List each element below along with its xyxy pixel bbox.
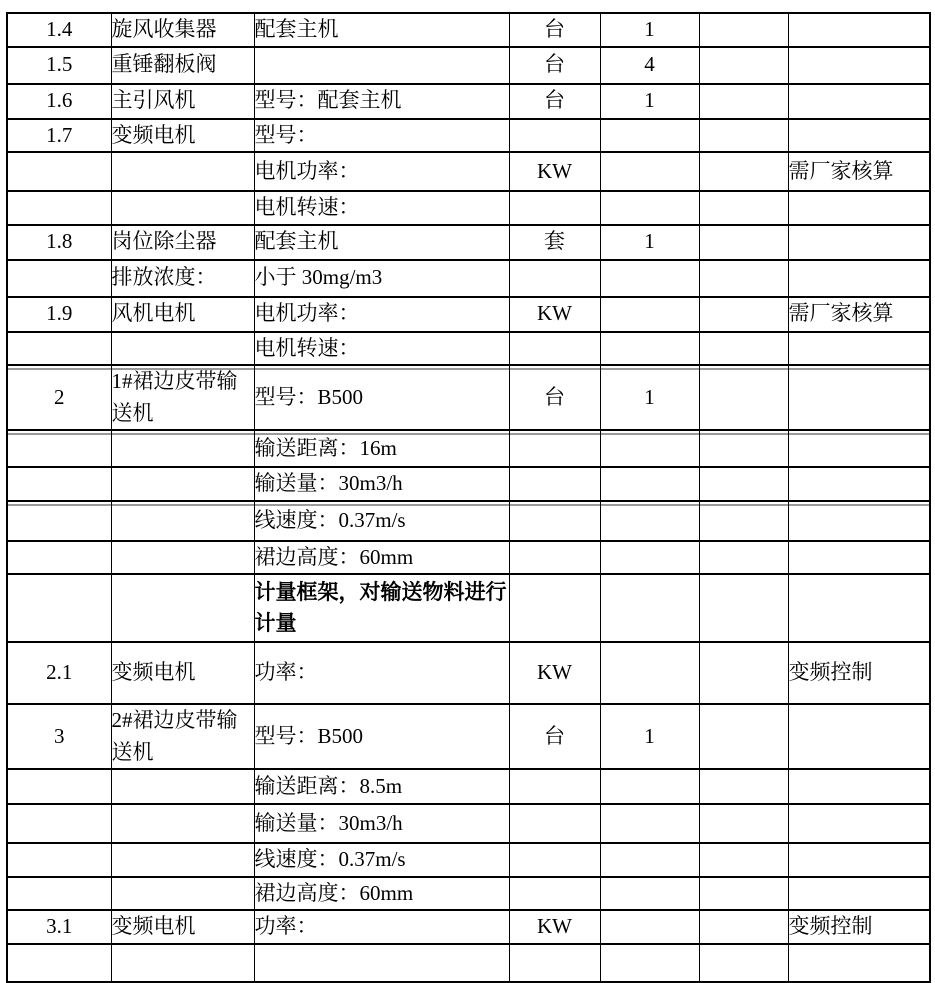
cell-name <box>111 877 254 911</box>
table-row <box>7 877 930 911</box>
cell-extra <box>699 260 788 297</box>
cell-spec: 裙边高度：60mm <box>254 877 509 911</box>
cell-index <box>7 541 111 575</box>
cell-extra <box>699 119 788 153</box>
cell-index <box>7 769 111 804</box>
cell-qty <box>600 332 699 366</box>
cell-spec: 线速度：0.37m/s <box>254 501 509 541</box>
cell-spec: 功率： <box>254 910 509 944</box>
cell-extra <box>699 574 788 642</box>
cell-name: 排放浓度： <box>111 260 254 297</box>
table-row <box>7 642 930 704</box>
cell-name <box>111 574 254 642</box>
cell-remark <box>788 541 930 575</box>
cell-extra <box>699 13 788 47</box>
cell-spec <box>254 47 509 84</box>
cell-spec: 型号：B500 <box>254 704 509 769</box>
cell-unit: 台 <box>509 704 600 769</box>
cell-index <box>7 944 111 982</box>
cell-remark: 需厂家核算 <box>788 152 930 191</box>
cell-spec: 配套主机 <box>254 13 509 47</box>
cell-spec <box>254 944 509 982</box>
cell-remark <box>788 843 930 877</box>
cell-unit <box>509 944 600 982</box>
table-row <box>7 47 930 84</box>
cell-index: 1.5 <box>7 47 111 84</box>
cell-unit <box>509 332 600 366</box>
table-row <box>7 13 930 47</box>
cell-qty <box>600 642 699 704</box>
cell-index <box>7 191 111 225</box>
cell-name: 风机电机 <box>111 297 254 332</box>
cell-qty <box>600 769 699 804</box>
table-row <box>7 574 930 642</box>
cell-name: 2#裙边皮带输送机 <box>111 704 254 769</box>
cell-spec: 输送量：30m3/h <box>254 467 509 501</box>
cell-extra <box>699 642 788 704</box>
cell-unit: 台 <box>509 13 600 47</box>
cell-qty: 1 <box>600 84 699 119</box>
cell-spec: 电机功率： <box>254 297 509 332</box>
cell-unit: KW <box>509 910 600 944</box>
cell-spec: 线速度：0.37m/s <box>254 843 509 877</box>
cell-remark <box>788 260 930 297</box>
table-row <box>7 541 930 575</box>
cell-qty: 1 <box>600 13 699 47</box>
cell-name <box>111 843 254 877</box>
cell-extra <box>699 365 788 430</box>
cell-remark <box>788 877 930 911</box>
table-row <box>7 84 930 119</box>
cell-remark <box>788 84 930 119</box>
cell-extra <box>699 191 788 225</box>
cell-spec: 电机转速： <box>254 332 509 366</box>
cell-unit: KW <box>509 152 600 191</box>
cell-extra <box>699 804 788 843</box>
cell-remark <box>788 225 930 260</box>
cell-extra <box>699 297 788 332</box>
cell-extra <box>699 704 788 769</box>
cell-qty <box>600 877 699 911</box>
cell-index <box>7 467 111 501</box>
cell-extra <box>699 843 788 877</box>
cell-index: 2 <box>7 365 111 430</box>
cell-name: 变频电机 <box>111 642 254 704</box>
cell-extra <box>699 877 788 911</box>
cell-spec: 输送距离：8.5m <box>254 769 509 804</box>
cell-qty: 4 <box>600 47 699 84</box>
table-row <box>7 704 930 769</box>
cell-remark <box>788 944 930 982</box>
cell-unit <box>509 430 600 467</box>
cell-remark <box>788 804 930 843</box>
table-row <box>7 260 930 297</box>
cell-qty <box>600 541 699 575</box>
cell-spec: 电机功率： <box>254 152 509 191</box>
cell-extra <box>699 501 788 541</box>
cell-index: 1.8 <box>7 225 111 260</box>
cell-qty <box>600 152 699 191</box>
cell-unit <box>509 843 600 877</box>
cell-index <box>7 430 111 467</box>
cell-remark <box>788 119 930 153</box>
cell-unit <box>509 260 600 297</box>
cell-unit <box>509 877 600 911</box>
cell-unit <box>509 574 600 642</box>
cell-spec: 型号：配套主机 <box>254 84 509 119</box>
cell-qty <box>600 119 699 153</box>
cell-unit: 套 <box>509 225 600 260</box>
cell-index: 1.7 <box>7 119 111 153</box>
equipment-table-body <box>7 13 930 982</box>
cell-name <box>111 152 254 191</box>
table-row <box>7 769 930 804</box>
cell-name <box>111 804 254 843</box>
cell-extra <box>699 430 788 467</box>
equipment-table <box>6 12 931 983</box>
cell-qty <box>600 501 699 541</box>
cell-name: 旋风收集器 <box>111 13 254 47</box>
cell-extra <box>699 332 788 366</box>
cell-remark: 需厂家核算 <box>788 297 930 332</box>
cell-unit <box>509 769 600 804</box>
cell-spec: 配套主机 <box>254 225 509 260</box>
cell-unit: 台 <box>509 84 600 119</box>
cell-unit <box>509 501 600 541</box>
cell-name <box>111 944 254 982</box>
cell-index <box>7 877 111 911</box>
cell-qty: 1 <box>600 365 699 430</box>
cell-extra <box>699 541 788 575</box>
table-row <box>7 119 930 153</box>
table-row <box>7 843 930 877</box>
cell-qty <box>600 430 699 467</box>
cell-spec: 输送距离：16m <box>254 430 509 467</box>
cell-extra <box>699 769 788 804</box>
cell-name <box>111 467 254 501</box>
cell-qty <box>600 260 699 297</box>
cell-remark <box>788 332 930 366</box>
cell-qty <box>600 297 699 332</box>
cell-spec: 裙边高度：60mm <box>254 541 509 575</box>
cell-index <box>7 501 111 541</box>
table-row <box>7 225 930 260</box>
cell-qty <box>600 910 699 944</box>
cell-qty <box>600 191 699 225</box>
cell-index <box>7 152 111 191</box>
cell-remark <box>788 574 930 642</box>
cell-remark <box>788 47 930 84</box>
table-row <box>7 332 930 366</box>
table-row <box>7 191 930 225</box>
cell-remark <box>788 467 930 501</box>
cell-name <box>111 430 254 467</box>
cell-unit: KW <box>509 297 600 332</box>
cell-index: 1.6 <box>7 84 111 119</box>
cell-unit <box>509 541 600 575</box>
cell-unit <box>509 804 600 843</box>
cell-extra <box>699 47 788 84</box>
cell-index: 1.4 <box>7 13 111 47</box>
cell-index <box>7 804 111 843</box>
cell-extra <box>699 152 788 191</box>
cell-unit <box>509 467 600 501</box>
cell-remark <box>788 365 930 430</box>
cell-name <box>111 769 254 804</box>
cell-name: 1#裙边皮带输送机 <box>111 365 254 430</box>
table-row <box>7 297 930 332</box>
cell-index <box>7 574 111 642</box>
table-row <box>7 944 930 982</box>
cell-name: 变频电机 <box>111 119 254 153</box>
cell-name: 变频电机 <box>111 910 254 944</box>
cell-remark <box>788 501 930 541</box>
cell-remark <box>788 13 930 47</box>
cell-qty <box>600 944 699 982</box>
document-page <box>6 12 931 983</box>
cell-unit: KW <box>509 642 600 704</box>
table-row <box>7 501 930 541</box>
cell-unit <box>509 119 600 153</box>
cell-index: 2.1 <box>7 642 111 704</box>
cell-qty <box>600 574 699 642</box>
cell-spec: 输送量：30m3/h <box>254 804 509 843</box>
cell-remark <box>788 191 930 225</box>
cell-qty <box>600 843 699 877</box>
cell-unit <box>509 191 600 225</box>
table-row <box>7 365 930 430</box>
cell-extra <box>699 944 788 982</box>
cell-extra <box>699 467 788 501</box>
cell-remark <box>788 430 930 467</box>
cell-qty: 1 <box>600 225 699 260</box>
cell-remark: 变频控制 <box>788 910 930 944</box>
cell-spec: 计量框架，对输送物料进行计量 <box>254 574 509 642</box>
cell-spec: 功率： <box>254 642 509 704</box>
table-row <box>7 152 930 191</box>
table-row <box>7 910 930 944</box>
cell-index: 1.9 <box>7 297 111 332</box>
cell-qty <box>600 804 699 843</box>
cell-qty <box>600 467 699 501</box>
cell-spec: 电机转速： <box>254 191 509 225</box>
cell-index: 3.1 <box>7 910 111 944</box>
table-row <box>7 804 930 843</box>
cell-spec: 型号：B500 <box>254 365 509 430</box>
cell-index <box>7 260 111 297</box>
cell-name: 重锤翻板阀 <box>111 47 254 84</box>
cell-extra <box>699 910 788 944</box>
cell-unit: 台 <box>509 47 600 84</box>
cell-remark <box>788 704 930 769</box>
cell-unit: 台 <box>509 365 600 430</box>
cell-spec: 型号： <box>254 119 509 153</box>
cell-name <box>111 541 254 575</box>
cell-spec: 小于 30mg/m3 <box>254 260 509 297</box>
cell-remark: 变频控制 <box>788 642 930 704</box>
cell-index: 3 <box>7 704 111 769</box>
cell-name: 主引风机 <box>111 84 254 119</box>
cell-extra <box>699 225 788 260</box>
table-row <box>7 430 930 467</box>
cell-extra <box>699 84 788 119</box>
cell-name: 岗位除尘器 <box>111 225 254 260</box>
cell-qty: 1 <box>600 704 699 769</box>
table-row <box>7 467 930 501</box>
cell-remark <box>788 769 930 804</box>
cell-name <box>111 191 254 225</box>
cell-name <box>111 501 254 541</box>
cell-index <box>7 843 111 877</box>
cell-name <box>111 332 254 366</box>
cell-index <box>7 332 111 366</box>
